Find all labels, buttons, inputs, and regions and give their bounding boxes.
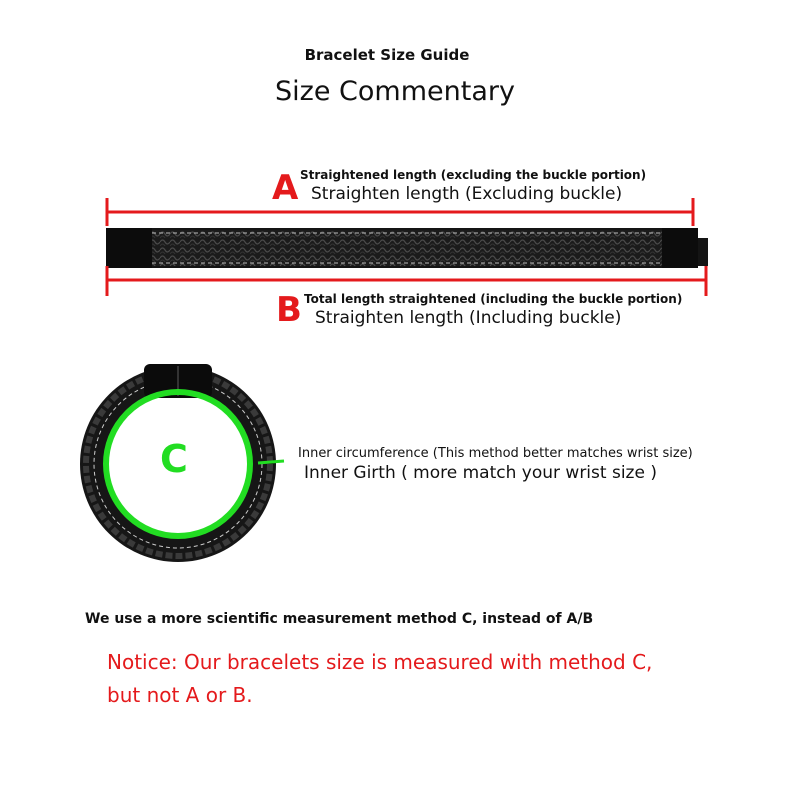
method-b-letter: B xyxy=(276,290,302,330)
method-c-caption: Inner Girth ( more match your wrist size ) xyxy=(304,463,657,483)
straight-bracelet-diagram xyxy=(0,190,800,305)
page-title: Size Commentary xyxy=(275,76,515,107)
notice-line-1: Notice: Our bracelets size is measured with method C, xyxy=(107,650,653,674)
straight-bracelet xyxy=(106,228,708,268)
inner-girth-pointer xyxy=(258,461,284,463)
method-b-note: Total length straightened (including the buckle portion) xyxy=(304,292,683,306)
scientific-method-note: We use a more scientific measurement method C, instead of A/B xyxy=(85,611,594,627)
measure-line-a xyxy=(107,198,693,226)
method-a-caption: Straighten length (Excluding buckle) xyxy=(311,184,623,204)
method-b-caption: Straighten length (Including buckle) xyxy=(315,308,622,328)
notice-line-2: but not A or B. xyxy=(107,683,253,707)
method-a-note: Straightened length (excluding the buckle portion) xyxy=(300,168,647,182)
guide-small-title: Bracelet Size Guide xyxy=(304,46,470,64)
method-a-letter: A xyxy=(272,168,299,208)
method-c-note: Inner circumference (This method better matches wrist size) xyxy=(298,446,693,461)
method-c-letter: C xyxy=(160,437,188,481)
